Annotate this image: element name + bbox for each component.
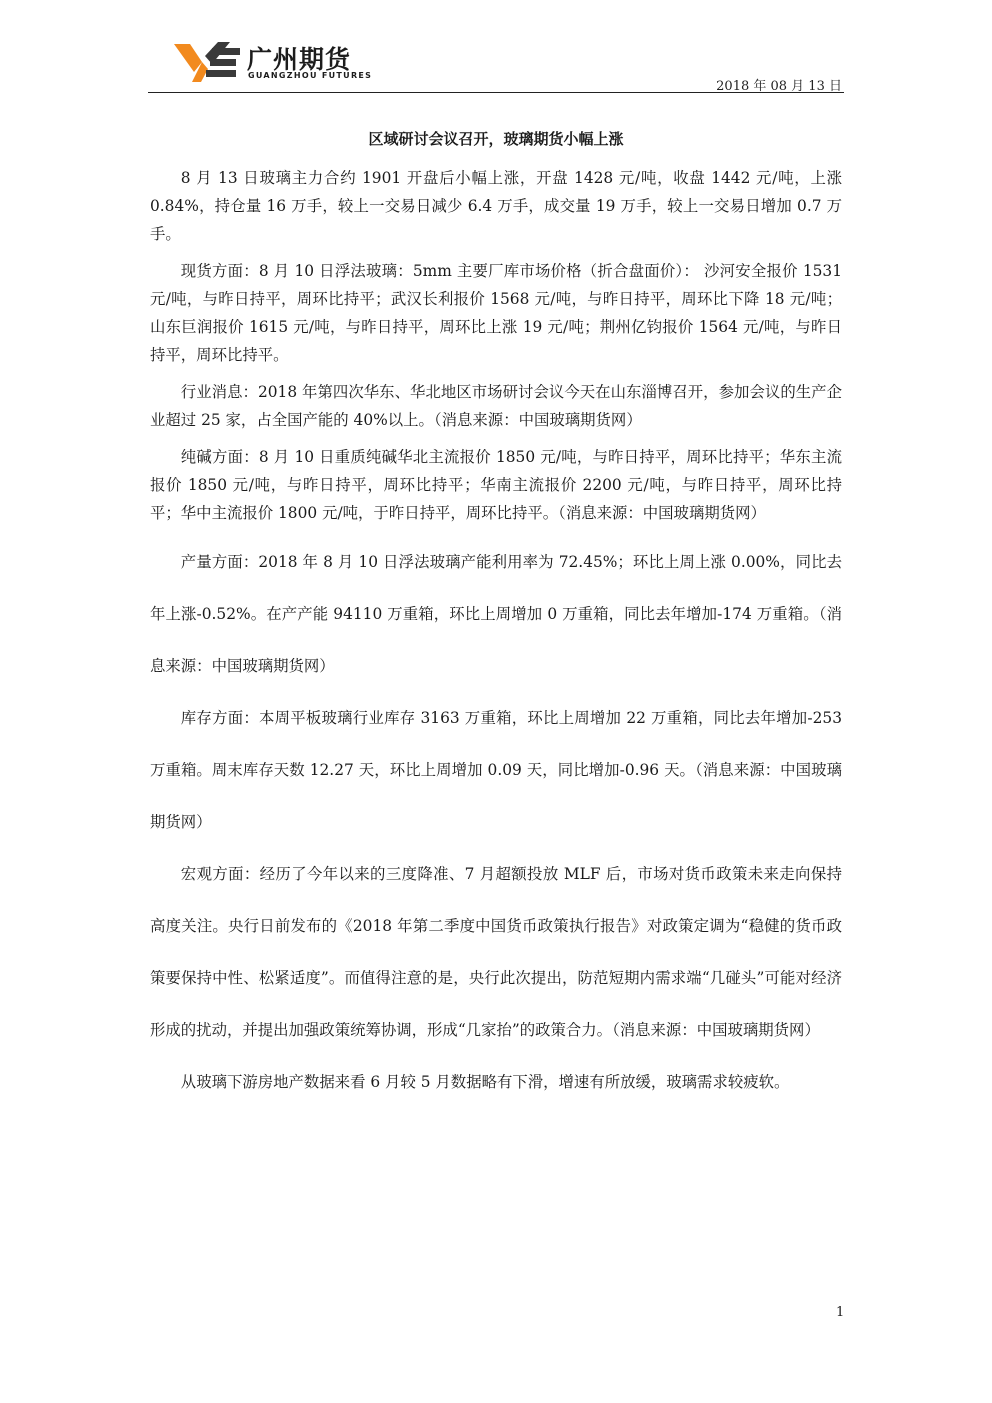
paragraph-industry-news: 行业消息：2018 年第四次华东、华北地区市场研讨会议今天在山东淄博召开，参加会议的生产企业超过 25 家，占全国产能的 40%以上。（消息来源：中国玻璃期货网） [150,383,842,429]
brand-name-cn: 广州期货 [247,45,352,74]
paragraph-macro: 宏观方面：经历了今年以来的三度降准、7 月超额投放 MLF 后，市场对货币政策未来走向保持高度关注。央行日前发布的《2018 年第二季度中国货币政策执行报告》对政策定调为“稳健的货币政策要保持中性、松紧适度”。而值得注意的是，央行此次提出，防范短期内需求端“几碰头”可能对经济形成的扰动，并提出加强政策统筹协调，形成“几家抬”的政策合力。（消息来源：中国玻璃期货网） [150,865,842,1039]
article-title: 区域研讨会议召开，玻璃期货小幅上涨 [368,130,624,148]
brand-name-en: GUANGZHOU FUTURES [248,71,373,80]
paragraph-real-estate: 从玻璃下游房地产数据来看 6 月较 5 月数据略有下滑，增速有所放缓，玻璃需求较疲软。 [180,1073,790,1091]
page-number: 1 [836,1305,845,1320]
paragraph-production: 产量方面：2018 年 8 月 10 日浮法玻璃产能利用率为 72.45%；环比上周上涨 0.00%，同比去年上涨-0.52%。在产产能 94110 万重箱，环比上周增加 0 万重箱，同比去年增加-174 万重箱。（消息来源：中国玻璃期货网） [150,553,842,675]
paragraph-inventory: 库存方面：本周平板玻璃行业库存 3163 万重箱，环比上周增加 22 万重箱，同比去年增加-253 万重箱。周末库存天数 12.27 天，环比上周增加 0.09 天，同比增加-0.96 天。（消息来源：中国玻璃期货网） [150,709,842,831]
paragraph-spot-prices: 现货方面：8 月 10 日浮法玻璃：5mm 主要厂库市场价格（折合盘面价）： 沙河安全报价 1531 元/吨，与昨日持平，周环比持平；武汉长利报价 1568 元/吨，与昨日持平，周环比下降 18 元/吨；山东巨润报价 1615 元/吨，与昨日持平，周环比上涨 19 元/吨；荆州亿钧报价 1564 元/吨，与昨日持平，周环比持平。 [150,262,842,364]
paragraph-market-summary: 8 月 13 日玻璃主力合约 1901 开盘后小幅上涨，开盘 1428 元/吨，收盘 1442 元/吨，上涨 0.84%，持仓量 16 万手，较上一交易日减少 6.4 万手，成交量 19 万手，较上一交易日增加 0.7 万手。 [150,169,842,243]
article-body [150,164,842,1108]
page-header [148,30,844,93]
guangzhou-futures-logo [172,38,242,86]
paragraph-soda-ash: 纯碱方面：8 月 10 日重质纯碱华北主流报价 1850 元/吨，与昨日持平，周环比持平；华东主流报价 1850 元/吨，与昨日持平，周环比持平；华南主流报价 2200 元/吨，与昨日持平，周环比持平；华中主流报价 1800 元/吨，于昨日持平，周环比持平。（消息来源：中国玻璃期货网） [150,448,842,522]
report-date: 2018 年 08 月 13 日 [716,79,842,94]
